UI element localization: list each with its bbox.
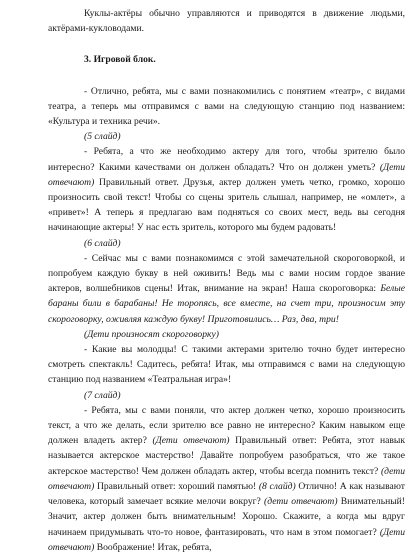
- tongue-twister-quote: Белые бараны били в барабаны! Не торопясь, все вместе, на счет три, произносим эту скороговорку, оживляя каждую букву! Приготовились… Раз, два, три!: [48, 283, 405, 325]
- intro-paragraph: Куклы-актёры обычно управляются и приводятся в движение людьми, актёрами-кукловодами.: [48, 8, 405, 35]
- paragraph-text: Воображение! Итак, ребята,: [96, 541, 212, 553]
- paragraph-text: Отлично! А как называют человека, который замечает всякие мелочи вокруг?: [48, 480, 405, 508]
- paragraph-text: Правильный ответ: хороший памятью!: [96, 480, 257, 492]
- paragraph-acting-skill: [48, 403, 405, 555]
- section-heading: 3. Игровой блок.: [84, 54, 156, 66]
- paragraph-theatre-game-station: - Какие вы молодцы! С такими актерами зрителю точно будет интересно смотреть спектакль! Садитесь, ребята! Итак, мы отправимся с вами на следующую станцию под названием «Театральная игра»!: [48, 344, 405, 386]
- paragraph-actor-qualities: [48, 144, 405, 235]
- paragraph-text: Правильный ответ. Друзья, актер должен уметь четко, громко, хорошо произносить свой текст! Чтобы со сцены зритель слышал, например, не «омлет», а «привет»! А теперь я предлагаю вам подняться со своих мест, ведь вы сегодня начинающие актеры! У нас есть зритель, которого мы будем радовать!: [48, 176, 405, 234]
- slide-marker-6: (6 слайд): [84, 237, 121, 249]
- paragraph-text: Правильный ответ: Ребята, этот навык называется актерское мастерство! Давайте попробуем разобраться, что же такое актерское мастерство! Чем должен обладать актер, чтобы всегда помнить текст?: [48, 435, 405, 477]
- children-say-remark: (Дети произносят скороговорку): [84, 328, 219, 340]
- paragraph-text: - Сейчас мы с вами познакомимся с этой замечательной скороговоркой, и попробуем каждую букву в ней оживить! Ведь мы с вами носим гордое звание актеров, волшебников сцены! Итак, внимание на экран! Наша скороговорка:: [48, 252, 405, 295]
- children-answer-remark: (дети отвечают): [264, 496, 338, 508]
- children-answer-remark: (Дети отвечают): [48, 161, 405, 188]
- children-answer-remark: (дети отвечают): [48, 465, 405, 492]
- slide-marker-5: (5 слайд): [84, 131, 121, 143]
- paragraph-text: - Ребята, а что же необходимо актеру для того, чтобы зрителю было интересно? Какими качествами он должен обладать? Что он должен уметь?: [48, 146, 405, 173]
- paragraph-text: Внимательный! Значит, актер должен быть внимательным! Хорошо. Скажите, а когда мы вдруг начинаем придумывать что-то новое, фантазировать, что нам в этом помогает?: [48, 496, 405, 538]
- children-answer-remark: (Дети отвечают): [152, 435, 230, 447]
- paragraph-tongue-twister: [48, 251, 405, 327]
- slide-marker-8: (8 слайд): [258, 480, 296, 492]
- paragraph-text: - Ребята, мы с вами поняли, что актер должен четко, хорошо произносить текст, а что же делать, если зрителю все равно не интересно? Каким навыком еще должен владеть актер?: [48, 404, 405, 447]
- children-answer-remark: (Дети отвечают): [48, 526, 405, 553]
- paragraph-culture-station: - Отлично, ребята, мы с вами познакомились с понятием «театр», с видами театра, а теперь мы отправимся с вами на следующую станцию под названием: «Культура и техника речи».: [48, 85, 405, 128]
- slide-marker-7: (7 слайд): [84, 389, 121, 401]
